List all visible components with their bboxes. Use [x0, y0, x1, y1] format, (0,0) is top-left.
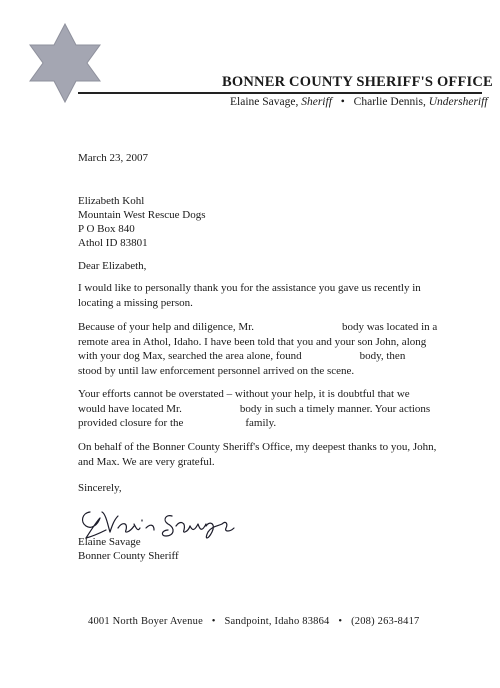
signer-block	[78, 535, 179, 563]
paragraph-line	[78, 349, 437, 364]
separator-dot: •	[340, 96, 345, 108]
paragraph-line: and Max. We are very grateful.	[78, 455, 215, 468]
text-segment: body in such a timely manner. Your actions	[239, 402, 431, 415]
undersheriff-title: Undersheriff	[428, 96, 488, 108]
paragraph-line: stood by until law enforcement personnel arrived on the scene.	[78, 364, 355, 377]
text-segment: Because of your help and diligence, Mr.	[78, 321, 254, 333]
paragraph-1	[78, 281, 421, 310]
signer-name: Elaine Savage	[78, 536, 141, 548]
sheriff-title: Sheriff	[301, 96, 332, 108]
recipient-po-box: P O Box 840	[78, 223, 135, 235]
text-segment: provided closure for the	[78, 417, 184, 430]
paragraph-3	[78, 387, 430, 431]
footer-phone: (208) 263-8417	[351, 616, 420, 627]
signer-title: Bonner County Sheriff	[78, 550, 179, 562]
recipient-address	[78, 194, 206, 250]
paragraph-line	[78, 416, 430, 431]
recipient-organization: Mountain West Rescue Dogs	[78, 209, 206, 221]
footer-street: 4001 North Boyer Avenue	[88, 616, 203, 627]
closing: Sincerely,	[78, 482, 122, 494]
undersheriff-name: Charlie Dennis,	[353, 96, 426, 108]
sheriff-name: Elaine Savage,	[230, 96, 299, 108]
paragraph-2	[78, 320, 437, 378]
paragraph-line: remote area in Athol, Idaho. I have been told that you and your son John, along	[78, 335, 427, 348]
paragraph-4	[78, 440, 436, 469]
text-segment: body was located in a	[341, 321, 438, 333]
paragraph-line: On behalf of the Bonner County Sheriff's Office, my deepest thanks to you, John,	[78, 441, 437, 453]
footer-city: Sandpoint, Idaho 83864	[224, 616, 330, 627]
text-segment: would have located Mr.	[78, 402, 182, 415]
paragraph-line: I would like to personally thank you for the assistance you gave us recently in	[78, 282, 421, 294]
paragraph-line	[78, 320, 437, 335]
salutation: Dear Elizabeth,	[78, 260, 147, 272]
text-segment: family.	[245, 417, 277, 430]
recipient-city: Athol ID 83801	[78, 237, 148, 249]
separator-dot: •	[211, 616, 216, 627]
separator-dot: •	[338, 616, 343, 627]
recipient-name: Elizabeth Kohl	[78, 195, 145, 207]
letter-date: March 23, 2007	[78, 152, 148, 164]
office-title: BONNER COUNTY SHERIFF'S OFFICE	[222, 74, 493, 90]
paragraph-line	[78, 402, 430, 417]
text-segment: with your dog Max, searched the area alone, found	[78, 350, 302, 363]
paragraph-line: Your efforts cannot be overstated – without your help, it is doubtful that we	[78, 388, 410, 400]
footer-address	[88, 616, 419, 627]
letterhead-rule	[78, 92, 482, 94]
officials-line	[230, 96, 488, 108]
text-segment: body, then	[359, 350, 406, 363]
paragraph-line: locating a missing person.	[78, 296, 193, 309]
